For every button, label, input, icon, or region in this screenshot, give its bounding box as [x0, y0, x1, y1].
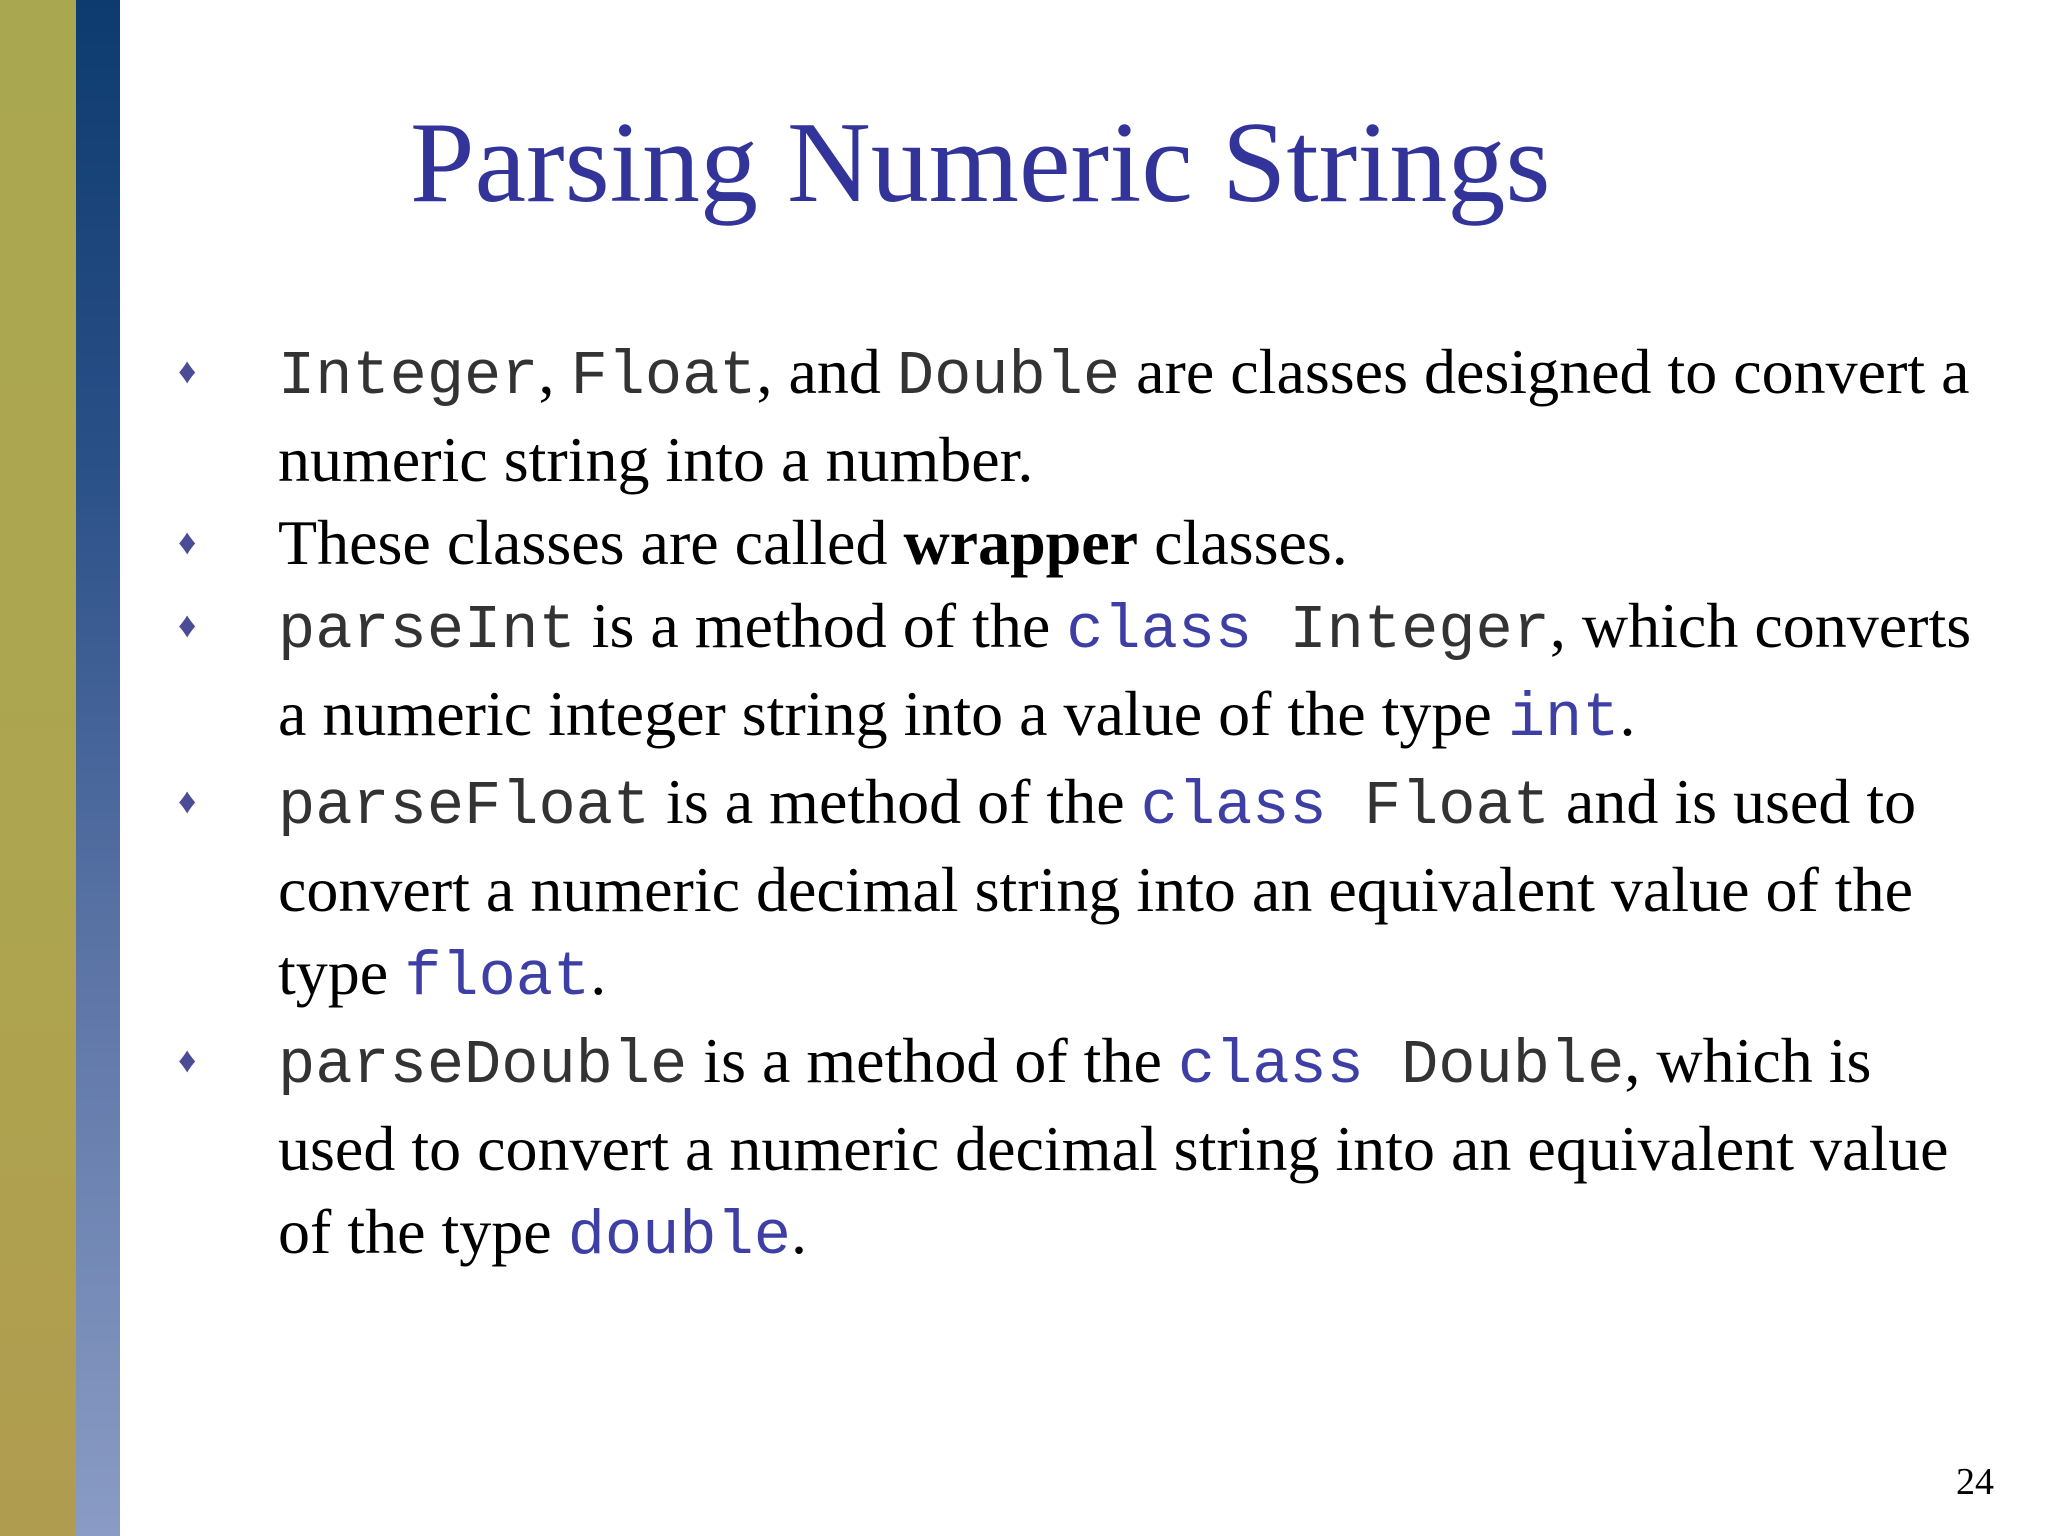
text-segment: classes.: [1138, 507, 1348, 578]
diamond-bullet-icon: ♦: [178, 351, 197, 391]
keyword-class: class: [1066, 595, 1253, 666]
code-integer: Integer: [278, 341, 539, 412]
bullet-parsefloat: [0, 760, 1998, 1019]
diamond-bullet-icon: ♦: [178, 781, 197, 821]
code-integer: Integer: [1289, 595, 1550, 666]
code-space: [1364, 1030, 1401, 1101]
bullet-wrapper-classes-intro: [0, 330, 1998, 501]
code-float: Float: [570, 341, 757, 412]
text-segment: , which converts a numeric integer string into a value of the type: [278, 590, 1972, 749]
text-segment: and is used to convert a numeric decimal string into an equivalent value of the type: [278, 766, 1917, 1008]
code-float: Float: [1363, 771, 1550, 842]
text-segment: is a method of the: [687, 1025, 1178, 1096]
diamond-bullet-icon: ♦: [178, 522, 197, 562]
text-segment: .: [590, 937, 607, 1008]
text-segment: .: [1619, 678, 1636, 749]
bullet-wrapper-classes-name: [0, 501, 1998, 584]
diamond-bullet-icon: ♦: [178, 1040, 197, 1080]
code-parseint: parseInt: [278, 595, 576, 666]
text-segment: is a method of the: [650, 766, 1141, 837]
text-segment: , and: [756, 336, 897, 407]
keyword-int: int: [1507, 683, 1620, 754]
text-segment: , which is used to convert a numeric decimal string into an equivalent value of the type: [278, 1025, 1949, 1267]
code-parsefloat: parseFloat: [278, 771, 651, 842]
code-double: Double: [896, 341, 1121, 412]
bold-term-wrapper: wrapper: [903, 507, 1139, 578]
keyword-class: class: [1177, 1030, 1364, 1101]
keyword-double: double: [567, 1201, 791, 1272]
code-double: Double: [1401, 1030, 1625, 1101]
bullet-list: [0, 330, 2048, 1278]
bullet-parsedouble: [0, 1019, 1998, 1278]
diamond-bullet-icon: ♦: [178, 605, 197, 645]
keyword-float: float: [404, 942, 591, 1013]
text-segment: are classes designed to convert a numeric string into a number.: [278, 336, 1970, 495]
keyword-class: class: [1140, 771, 1327, 842]
slide-title: Parsing Numeric Strings: [410, 99, 1551, 227]
page-number: 24: [1956, 1461, 1994, 1503]
text-segment: is a method of the: [575, 590, 1067, 661]
text-segment: ,: [538, 336, 571, 407]
text-segment: .: [790, 1196, 807, 1267]
code-space: [1252, 595, 1289, 666]
code-parsedouble: parseDouble: [278, 1030, 688, 1101]
code-space: [1327, 771, 1364, 842]
text-segment: These classes are called: [278, 507, 904, 578]
bullet-parseint: [0, 584, 1998, 760]
